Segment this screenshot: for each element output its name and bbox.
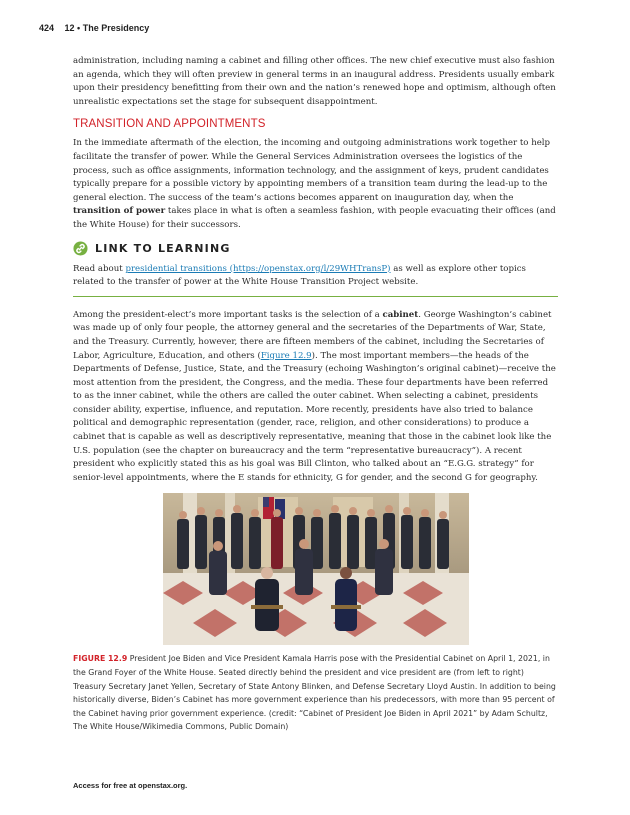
page-footer: Access for free at openstax.org. [73, 781, 188, 790]
transition-text-before: In the immediate aftermath of the election, the incoming and outgoing administrations work together to help facilitate the transfer of power. While the General Services Administration oversees the logistics of the process, such as office assignments, information technology, and the assignment of keys, prudent candidates typically prepare for a possible victory by appointing members of a transition team during the lead-up to the general election. The success of the team’s actions becomes apparent on inauguration day, when the [73, 138, 551, 203]
link-text-after: as well as explore other topics related to the transfer of power at the White House Transition Project website. [73, 263, 526, 288]
link-text-before: Read about [73, 263, 126, 274]
link-to-learning-feature [73, 241, 558, 297]
chapter-title: 12 • The Presidency [64, 23, 150, 33]
intro-paragraph: administration, including naming a cabinet and filling other offices. The new chief executive must also fashion an agenda, which they will often preview in general terms in an inaugural address. Presidents usually embark upon their presidency benefitting from their own and the nation’s renewed hope and optimism, although often unrealistic expectations set the stage for subsequent disappointment. [73, 56, 556, 107]
transition-paragraph [73, 137, 558, 232]
figure-label: FIGURE 12.9 [73, 654, 128, 664]
figure-caption [73, 652, 558, 734]
link-to-learning-title: LINK TO LEARNING [95, 241, 231, 255]
link-icon [73, 241, 88, 256]
key-term-cabinet: cabinet [382, 309, 419, 320]
figure-reference-link[interactable]: Figure 12.9 [260, 350, 312, 361]
transition-text-after: takes place in what is often a seamless fashion, with people evacuating their offices (and the White House) for their successors. [73, 206, 556, 230]
feature-divider [73, 296, 558, 297]
cabinet-photo-illustration [163, 493, 469, 645]
link-to-learning-heading [73, 241, 558, 256]
cabinet-photo [163, 493, 469, 645]
page-header [39, 23, 149, 33]
cabinet-text-before: Among the president-elect’s more important tasks is the selection of a [73, 309, 383, 320]
presidential-transitions-link[interactable]: presidential transitions (https://openstax.org/l/29WHTransP) [125, 263, 391, 274]
cabinet-text-middle: . George Washington’s cabinet was made up of only four people, the attorney general and the secretaries of the Departments of War, State, and the Treasury. Currently, however, there are fifteen members of the cabinet, including the Secretaries of Labor, Agriculture, Education, and others ( [73, 309, 552, 361]
key-term-transition-of-power: transition of power [73, 206, 166, 217]
page-number: 424 [39, 23, 55, 33]
cabinet-text-after: ). The most important members—the heads of the Departments of Defense, Justice, State, and the Treasury (echoing Washington’s original cabinet)—receive the most attention from the president, the Congress, and the media. These four departments have been referred to as the inner cabinet, while the others are called the outer cabinet. When selecting a cabinet, presidents consider ability, expertise, influence, and reputation. More recently, presidents have also tried to balance political and demographic representation (gender, race, religion, and other considerations) to produce a cabinet that is capable as well as descriptively representative, meaning that those in the cabinet look like the U.S. population (see the chapter on bureaucracy and the term “representative bureaucracy”). A recent president who explicitly stated this as his goal was Bill Clinton, who talked about an “E.G.G. strategy” for senior-level appointments, where the E stands for ethnicity, G for gender, and the second G for geography. [73, 350, 556, 483]
figure-caption-text: President Joe Biden and Vice President Kamala Harris pose with the Presidential Cabinet on April 1, 2021, in the Grand Foyer of the White House. Seated directly behind the president and vice president are (from left to right) Treasury Secretary Janet Yellen, Secretary of State Antony Blinken, and Defense Secretary Lloyd Austin. In addition to being historically diverse, Biden’s Cabinet has more government experience than his predecessors, with more than 95 percent of the Cabinet having prior government experience. (credit: “Cabinet of President Joe Biden in April 2021” by Adam Schultz, The White House/Wikimedia Commons, Public Domain) [73, 654, 556, 732]
section-heading: TRANSITION AND APPOINTMENTS [73, 118, 266, 131]
page-content [73, 55, 558, 734]
link-to-learning-text [73, 263, 558, 290]
cabinet-paragraph [73, 309, 558, 486]
